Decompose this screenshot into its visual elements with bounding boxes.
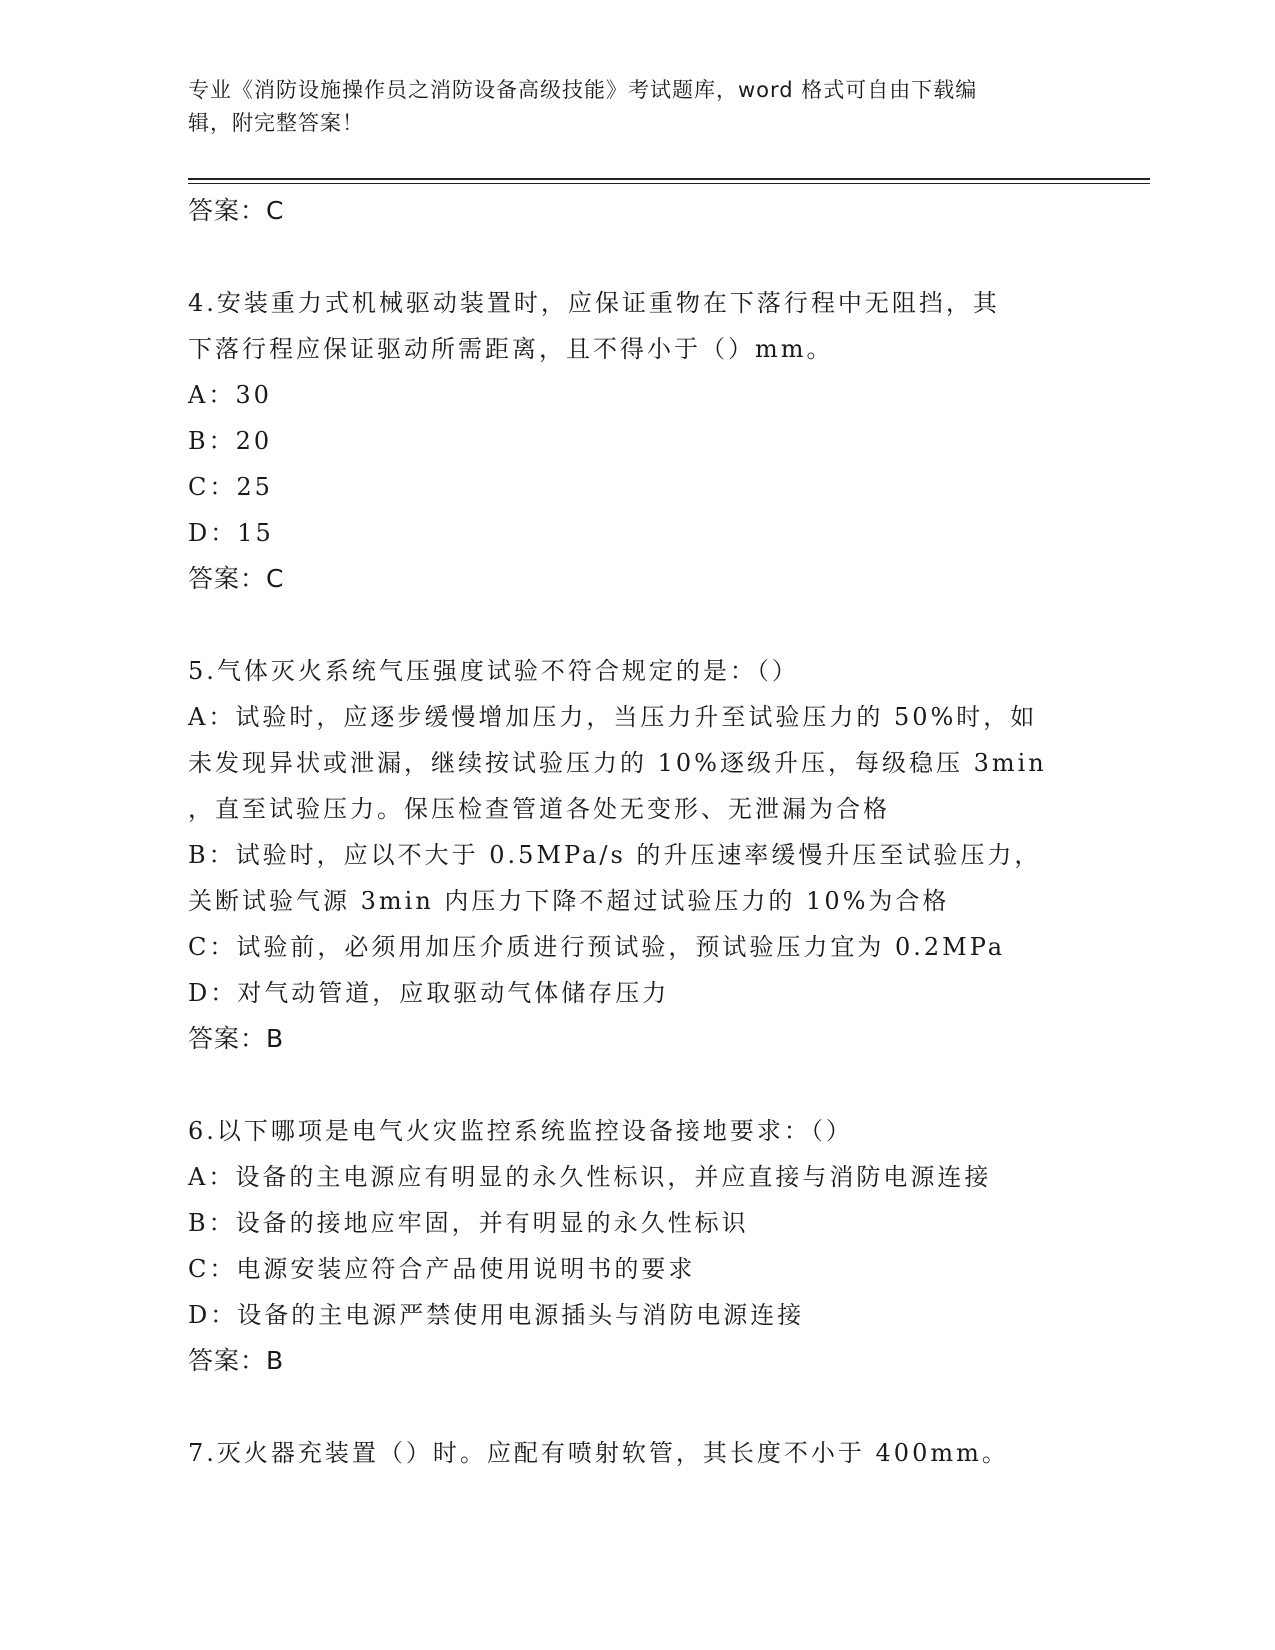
answer-label: 答案：C bbox=[188, 196, 285, 225]
option-b: B：设备的接地应牢固，并有明显的永久性标识 bbox=[188, 1209, 749, 1237]
answer-label: 答案：B bbox=[188, 1346, 285, 1375]
option-d: D：对气动管道，应取驱动气体储存压力 bbox=[188, 979, 670, 1007]
option-a: A：试验时，应逐步缓慢增加压力，当压力升至试验压力的 50%时，如 bbox=[188, 703, 1038, 731]
header-title-line-1: 专业《消防设施操作员之消防设备高级技能》考试题库，word 格式可自由下载编 bbox=[188, 78, 978, 102]
question-stem: 6.以下哪项是电气火灾监控系统监控设备接地要求：（） bbox=[188, 1117, 853, 1145]
question-stem: 4.安装重力式机械驱动装置时，应保证重物在下落行程中无阻挡，其 bbox=[188, 289, 1000, 317]
question-stem: 5.气体灭火系统气压强度试验不符合规定的是：（） bbox=[188, 657, 799, 685]
option-a-continued: ，直至试验压力。保压检查管道各处无变形、无泄漏为合格 bbox=[188, 795, 890, 823]
option-b-continued: 关断试验气源 3min 内压力下降不超过试验压力的 10%为合格 bbox=[188, 887, 950, 915]
header-divider bbox=[188, 178, 1150, 184]
question-5 bbox=[188, 648, 1088, 1062]
exam-content bbox=[188, 188, 1088, 1522]
question-7 bbox=[188, 1430, 1088, 1476]
option-c: C：试验前，必须用加压介质进行预试验，预试验压力宜为 0.2MPa bbox=[188, 933, 1006, 961]
option-a: A：30 bbox=[188, 381, 272, 409]
option-b: B：20 bbox=[188, 427, 273, 455]
header-title-line-2: 辑，附完整答案！ bbox=[188, 111, 364, 135]
answer-label: 答案：B bbox=[188, 1024, 285, 1053]
option-d: D：设备的主电源严禁使用电源插头与消防电源连接 bbox=[188, 1301, 805, 1329]
question-stem: 7.灭火器充装置（）时。应配有喷射软管，其长度不小于 400mm。 bbox=[188, 1439, 1009, 1467]
question-6 bbox=[188, 1108, 1088, 1384]
option-a: A：设备的主电源应有明显的永久性标识，并应直接与消防电源连接 bbox=[188, 1163, 992, 1191]
document-header bbox=[188, 74, 1078, 140]
question-stem: 下落行程应保证驱动所需距离，且不得小于（）mm。 bbox=[188, 335, 834, 363]
option-a-continued: 未发现异状或泄漏，继续按试验压力的 10%逐级升压，每级稳压 3min bbox=[188, 749, 1047, 777]
option-c: C：电源安装应符合产品使用说明书的要求 bbox=[188, 1255, 696, 1283]
option-c: C：25 bbox=[188, 473, 273, 501]
option-b: B：试验时，应以不大于 0.5MPa/s 的升压速率缓慢升压至试验压力， bbox=[188, 841, 1042, 869]
question-4 bbox=[188, 280, 1088, 602]
option-d: D：15 bbox=[188, 519, 274, 547]
answer-label: 答案：C bbox=[188, 564, 285, 593]
